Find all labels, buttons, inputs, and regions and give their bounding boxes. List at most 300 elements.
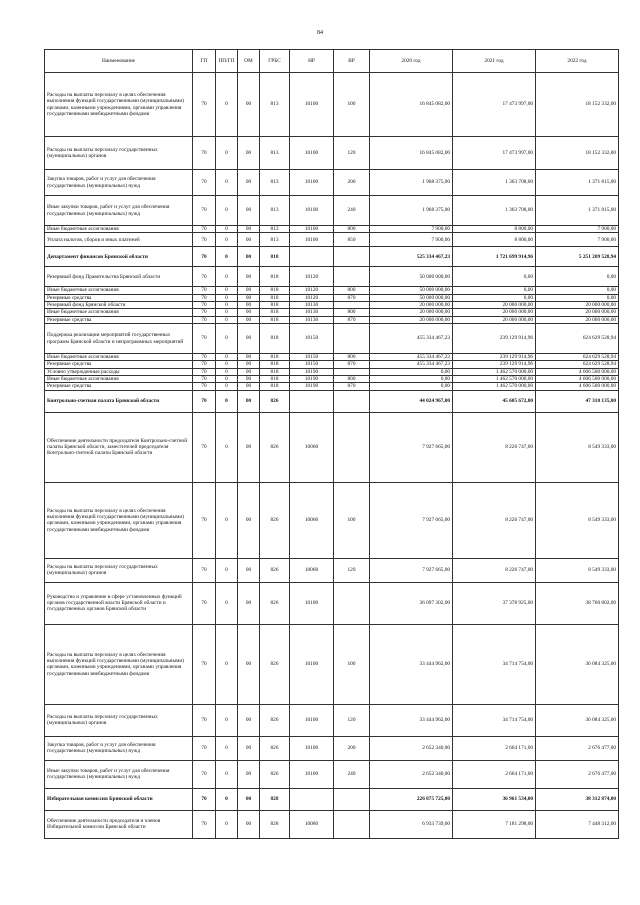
cell-om: 00 xyxy=(238,810,260,838)
cell-vr: 240 xyxy=(334,760,370,788)
cell-gp: 70 xyxy=(193,788,216,810)
cell-pp: 0 xyxy=(216,196,238,226)
cell-name: Поддержка реализации мероприятий государственных программ Брянской области и непрограммных мероприятий xyxy=(45,324,193,354)
cell-om: 00 xyxy=(238,383,260,390)
table-row xyxy=(45,383,619,390)
cell-name: Расходы на выплаты персоналу государственных (муниципальных) органов xyxy=(45,137,193,170)
cell-2022: 0,00 xyxy=(536,287,619,294)
cell-nr: 10120 xyxy=(290,267,334,287)
cell-2020: 50 000 000,00 xyxy=(370,294,453,301)
cell-grbs: 818 xyxy=(260,361,290,368)
cell-name: Расходы на выплаты персоналу государственных (муниципальных) органов xyxy=(45,704,193,736)
cell-2021: 2 664 171,00 xyxy=(453,760,536,788)
cell-pp: 0 xyxy=(216,247,238,267)
cell-vr: 800 xyxy=(334,354,370,361)
cell-om: 00 xyxy=(238,376,260,383)
cell-nr: 10120 xyxy=(290,287,334,294)
cell-name: Закупка товаров, работ и услуг для обеспечения государственных (муниципальных) нужд xyxy=(45,736,193,760)
cell-pp: 0 xyxy=(216,376,238,383)
cell-gp: 70 xyxy=(193,294,216,301)
cell-name: Расходы на выплаты персоналу государственных (муниципальных) органов xyxy=(45,558,193,582)
cell-pp: 0 xyxy=(216,226,238,233)
cell-nr: 10100 xyxy=(290,226,334,233)
cell-name: Иные бюджетные ассигнования xyxy=(45,226,193,233)
cell-gp: 70 xyxy=(193,383,216,390)
cell-name: Расходы на выплаты персоналу в целях обеспечения выполнения функций государственными (муниципальными) органами, казенными учреждениями, органами управления государственными внебюджетными фондами xyxy=(45,482,193,558)
table-row xyxy=(45,226,619,233)
cell-2022: 8 549 333,00 xyxy=(536,482,619,558)
cell-2020: 36 097 302,00 xyxy=(370,582,453,624)
cell-nr: 10100 xyxy=(290,582,334,624)
cell-2020: 0,00 xyxy=(370,383,453,390)
table-row xyxy=(45,73,619,137)
cell-2021: 20 000 000,00 xyxy=(453,316,536,323)
cell-gp: 70 xyxy=(193,302,216,309)
cell-2021: 239 129 914,96 xyxy=(453,354,536,361)
cell-2021: 34 714 754,00 xyxy=(453,704,536,736)
cell-2021: 8 226 747,00 xyxy=(453,412,536,482)
cell-2020: 7 900,00 xyxy=(370,233,453,247)
cell-om: 00 xyxy=(238,361,260,368)
table-row xyxy=(45,196,619,226)
cell-gp: 70 xyxy=(193,247,216,267)
cell-2022: 38 312 874,00 xyxy=(536,788,619,810)
cell-om: 00 xyxy=(238,558,260,582)
table-row xyxy=(45,309,619,316)
cell-om: 00 xyxy=(238,73,260,137)
cell-2020: 50 000 000,00 xyxy=(370,267,453,287)
cell-om: 00 xyxy=(238,137,260,170)
cell-2021: 7 181 298,00 xyxy=(453,810,536,838)
cell-grbs: 818 xyxy=(260,316,290,323)
cell-2020: 16 845 082,00 xyxy=(370,137,453,170)
cell-pp: 0 xyxy=(216,267,238,287)
cell-om: 00 xyxy=(238,482,260,558)
cell-2020: 7 927 665,00 xyxy=(370,482,453,558)
table-row xyxy=(45,287,619,294)
cell-2022: 5 251 209 528,94 xyxy=(536,247,619,267)
cell-nr: 10190 xyxy=(290,376,334,383)
cell-om: 00 xyxy=(238,324,260,354)
cell-nr: 10100 xyxy=(290,760,334,788)
cell-gp: 70 xyxy=(193,736,216,760)
cell-2021: 20 000 000,00 xyxy=(453,302,536,309)
cell-grbs: 813 xyxy=(260,226,290,233)
cell-vr: 800 xyxy=(334,309,370,316)
cell-2022: 0,00 xyxy=(536,267,619,287)
cell-2020: 33 444 962,00 xyxy=(370,624,453,704)
cell-nr: 10100 xyxy=(290,624,334,704)
cell-nr: 10190 xyxy=(290,368,334,375)
cell-gp: 70 xyxy=(193,324,216,354)
cell-pp: 0 xyxy=(216,354,238,361)
cell-vr: 870 xyxy=(334,316,370,323)
table-row xyxy=(45,736,619,760)
cell-gp: 70 xyxy=(193,624,216,704)
cell-vr: 850 xyxy=(334,233,370,247)
cell-nr xyxy=(290,788,334,810)
cell-pp: 0 xyxy=(216,704,238,736)
cell-2020: 7 927 665,00 xyxy=(370,558,453,582)
cell-grbs: 813 xyxy=(260,137,290,170)
table-row xyxy=(45,324,619,354)
cell-gp: 70 xyxy=(193,196,216,226)
cell-om: 00 xyxy=(238,247,260,267)
cell-vr: 100 xyxy=(334,624,370,704)
table-row xyxy=(45,361,619,368)
cell-2020: 7 927 665,00 xyxy=(370,412,453,482)
header-gp: ГП xyxy=(193,50,216,73)
header-pp: ПП/ГП xyxy=(216,50,238,73)
cell-gp: 70 xyxy=(193,558,216,582)
cell-grbs: 813 xyxy=(260,196,290,226)
cell-name: Департамент финансов Брянской области xyxy=(45,247,193,267)
cell-grbs: 813 xyxy=(260,233,290,247)
cell-2022: 20 000 000,00 xyxy=(536,302,619,309)
cell-2022: 20 000 000,00 xyxy=(536,309,619,316)
cell-nr: 10150 xyxy=(290,354,334,361)
page-number: 84 xyxy=(317,30,323,36)
table-row xyxy=(45,302,619,309)
cell-om: 00 xyxy=(238,226,260,233)
cell-gp: 70 xyxy=(193,368,216,375)
cell-2022: 7 900,00 xyxy=(536,233,619,247)
cell-grbs: 826 xyxy=(260,390,290,412)
table-row xyxy=(45,390,619,412)
table-row xyxy=(45,582,619,624)
table-row xyxy=(45,412,619,482)
cell-2021: 8 226 747,00 xyxy=(453,558,536,582)
cell-gp: 70 xyxy=(193,482,216,558)
cell-om: 00 xyxy=(238,788,260,810)
table-row xyxy=(45,788,619,810)
cell-2022: 7 448 312,00 xyxy=(536,810,619,838)
cell-grbs: 826 xyxy=(260,624,290,704)
cell-pp: 0 xyxy=(216,137,238,170)
cell-name: Руководство и управление в сфере установленных функций органов государственной власти Брянской области и государственных органов Брянской области xyxy=(45,582,193,624)
table-row xyxy=(45,376,619,383)
cell-2020: 1 968 375,00 xyxy=(370,196,453,226)
cell-2021: 45 605 672,00 xyxy=(453,390,536,412)
cell-grbs: 818 xyxy=(260,302,290,309)
cell-2021: 239 129 914,96 xyxy=(453,361,536,368)
cell-nr: 10130 xyxy=(290,309,334,316)
cell-vr xyxy=(334,412,370,482)
cell-pp: 0 xyxy=(216,170,238,196)
cell-vr: 200 xyxy=(334,170,370,196)
table-row xyxy=(45,368,619,375)
cell-grbs: 828 xyxy=(260,810,290,838)
cell-vr xyxy=(334,324,370,354)
cell-2020: 226 875 725,00 xyxy=(370,788,453,810)
cell-om: 00 xyxy=(238,368,260,375)
cell-name: Уплата налогов, сборов и иных платежей xyxy=(45,233,193,247)
cell-2022: 18 152 332,00 xyxy=(536,137,619,170)
cell-nr: 10060 xyxy=(290,558,334,582)
cell-om: 00 xyxy=(238,582,260,624)
cell-pp: 0 xyxy=(216,316,238,323)
cell-vr: 870 xyxy=(334,383,370,390)
cell-om: 00 xyxy=(238,412,260,482)
cell-2021: 34 714 754,00 xyxy=(453,624,536,704)
cell-2021: 8 800,00 xyxy=(453,233,536,247)
cell-gp: 70 xyxy=(193,287,216,294)
cell-2021: 17 473 997,00 xyxy=(453,73,536,137)
cell-2021: 1 363 708,00 xyxy=(453,196,536,226)
cell-2021: 8 800,00 xyxy=(453,226,536,233)
budget-table xyxy=(44,49,619,839)
cell-vr: 100 xyxy=(334,482,370,558)
cell-gp: 70 xyxy=(193,760,216,788)
cell-nr: 10190 xyxy=(290,383,334,390)
cell-2020: 6 933 739,00 xyxy=(370,810,453,838)
cell-grbs: 818 xyxy=(260,383,290,390)
cell-pp: 0 xyxy=(216,368,238,375)
cell-2021: 20 000 000,00 xyxy=(453,309,536,316)
cell-pp: 0 xyxy=(216,558,238,582)
cell-gp: 70 xyxy=(193,170,216,196)
cell-grbs: 818 xyxy=(260,376,290,383)
cell-gp: 70 xyxy=(193,412,216,482)
cell-2020: 0,00 xyxy=(370,376,453,383)
cell-grbs: 826 xyxy=(260,558,290,582)
cell-name: Резервные средства xyxy=(45,361,193,368)
cell-2021: 0,00 xyxy=(453,294,536,301)
cell-pp: 0 xyxy=(216,294,238,301)
cell-2021: 36 961 534,00 xyxy=(453,788,536,810)
cell-2020: 455 334 467,23 xyxy=(370,354,453,361)
cell-nr: 10060 xyxy=(290,412,334,482)
cell-name: Иные бюджетные ассигнования xyxy=(45,309,193,316)
cell-2021: 1 462 570 000,00 xyxy=(453,376,536,383)
cell-pp: 0 xyxy=(216,736,238,760)
cell-gp: 70 xyxy=(193,361,216,368)
cell-name: Иные бюджетные ассигнования xyxy=(45,354,193,361)
cell-grbs: 818 xyxy=(260,324,290,354)
cell-2020: 1 968 375,00 xyxy=(370,170,453,196)
cell-2021: 1 462 570 000,00 xyxy=(453,368,536,375)
cell-2022: 624 629 528,94 xyxy=(536,354,619,361)
header-2022: 2022 год xyxy=(536,50,619,73)
cell-gp: 70 xyxy=(193,267,216,287)
cell-2020: 525 334 467,23 xyxy=(370,247,453,267)
header-name: Наименование xyxy=(45,50,193,73)
cell-gp: 70 xyxy=(193,233,216,247)
cell-vr: 870 xyxy=(334,294,370,301)
cell-2020: 44 024 967,00 xyxy=(370,390,453,412)
cell-name: Резервные средства xyxy=(45,383,193,390)
cell-2020: 455 334 467,23 xyxy=(370,324,453,354)
cell-2022: 624 629 528,94 xyxy=(536,324,619,354)
cell-nr: 10130 xyxy=(290,316,334,323)
cell-name: Резервные средства xyxy=(45,294,193,301)
cell-grbs: 818 xyxy=(260,267,290,287)
cell-name: Резервный фонд Брянской области xyxy=(45,302,193,309)
cell-nr xyxy=(290,247,334,267)
cell-2021: 0,00 xyxy=(453,267,536,287)
cell-name: Закупка товаров, работ и услуг для обеспечения государственных (муниципальных) нужд xyxy=(45,170,193,196)
cell-gp: 70 xyxy=(193,73,216,137)
cell-vr: 120 xyxy=(334,704,370,736)
cell-2020: 33 444 962,00 xyxy=(370,704,453,736)
cell-vr: 120 xyxy=(334,558,370,582)
cell-gp: 70 xyxy=(193,226,216,233)
cell-nr xyxy=(290,390,334,412)
cell-2021: 8 226 747,00 xyxy=(453,482,536,558)
cell-pp: 0 xyxy=(216,390,238,412)
cell-om: 00 xyxy=(238,196,260,226)
header-2021: 2021 год xyxy=(453,50,536,73)
cell-nr: 10120 xyxy=(290,294,334,301)
cell-om: 00 xyxy=(238,316,260,323)
cell-nr: 10100 xyxy=(290,736,334,760)
cell-grbs: 826 xyxy=(260,736,290,760)
table-header-row xyxy=(45,50,619,73)
cell-name: Избирательная комиссия Брянской области xyxy=(45,788,193,810)
cell-pp: 0 xyxy=(216,760,238,788)
cell-gp: 70 xyxy=(193,810,216,838)
cell-name: Резервные средства xyxy=(45,316,193,323)
cell-om: 00 xyxy=(238,354,260,361)
cell-gp: 70 xyxy=(193,582,216,624)
cell-grbs: 826 xyxy=(260,582,290,624)
cell-gp: 70 xyxy=(193,316,216,323)
cell-om: 00 xyxy=(238,287,260,294)
cell-vr xyxy=(334,267,370,287)
cell-vr: 100 xyxy=(334,73,370,137)
cell-name: Условно утвержденные расходы xyxy=(45,368,193,375)
cell-gp: 70 xyxy=(193,309,216,316)
cell-nr: 10060 xyxy=(290,482,334,558)
cell-grbs: 826 xyxy=(260,704,290,736)
cell-om: 00 xyxy=(238,233,260,247)
cell-2021: 0,00 xyxy=(453,287,536,294)
cell-nr: 10100 xyxy=(290,137,334,170)
cell-pp: 0 xyxy=(216,233,238,247)
cell-om: 00 xyxy=(238,170,260,196)
cell-2022: 8 549 333,00 xyxy=(536,412,619,482)
cell-pp: 0 xyxy=(216,73,238,137)
table-row xyxy=(45,233,619,247)
cell-2021: 239 129 914,96 xyxy=(453,324,536,354)
cell-pp: 0 xyxy=(216,624,238,704)
cell-grbs: 818 xyxy=(260,354,290,361)
table-row xyxy=(45,760,619,788)
cell-vr: 120 xyxy=(334,137,370,170)
cell-2020: 50 000 000,00 xyxy=(370,287,453,294)
table-row xyxy=(45,558,619,582)
cell-grbs: 818 xyxy=(260,247,290,267)
cell-pp: 0 xyxy=(216,582,238,624)
cell-2022: 2 676 477,00 xyxy=(536,760,619,788)
cell-2022: 0,00 xyxy=(536,294,619,301)
cell-nr: 10100 xyxy=(290,196,334,226)
cell-gp: 70 xyxy=(193,137,216,170)
cell-name: Расходы на выплаты персоналу в целях обеспечения выполнения функций государственными (муниципальными) органами, казенными учреждениями, органами управления государственными внебюджетными фондами xyxy=(45,624,193,704)
header-om: ОМ xyxy=(238,50,260,73)
cell-pp: 0 xyxy=(216,324,238,354)
cell-vr: 800 xyxy=(334,226,370,233)
cell-pp: 0 xyxy=(216,287,238,294)
table-row xyxy=(45,354,619,361)
cell-2022: 1 371 815,00 xyxy=(536,196,619,226)
cell-2020: 2 652 340,00 xyxy=(370,760,453,788)
table-row xyxy=(45,170,619,196)
cell-2021: 37 378 925,00 xyxy=(453,582,536,624)
table-row xyxy=(45,482,619,558)
cell-pp: 0 xyxy=(216,482,238,558)
table-row xyxy=(45,294,619,301)
cell-om: 00 xyxy=(238,309,260,316)
cell-gp: 70 xyxy=(193,354,216,361)
cell-vr xyxy=(334,788,370,810)
cell-grbs: 826 xyxy=(260,482,290,558)
header-2020: 2020 год xyxy=(370,50,453,73)
header-nr: НР xyxy=(290,50,334,73)
cell-grbs: 818 xyxy=(260,368,290,375)
table-row xyxy=(45,316,619,323)
cell-2020: 20 000 000,00 xyxy=(370,309,453,316)
cell-vr xyxy=(334,247,370,267)
cell-grbs: 826 xyxy=(260,412,290,482)
cell-nr: 10100 xyxy=(290,170,334,196)
table-row xyxy=(45,704,619,736)
cell-vr: 870 xyxy=(334,361,370,368)
cell-pp: 0 xyxy=(216,412,238,482)
cell-2022: 4 606 580 000,00 xyxy=(536,376,619,383)
cell-vr: 240 xyxy=(334,196,370,226)
cell-nr: 10130 xyxy=(290,302,334,309)
cell-2022: 1 371 815,00 xyxy=(536,170,619,196)
cell-om: 00 xyxy=(238,704,260,736)
cell-name: Иные бюджетные ассигнования xyxy=(45,287,193,294)
cell-vr xyxy=(334,390,370,412)
cell-2022: 18 152 332,00 xyxy=(536,73,619,137)
cell-name: Контрольно-счетная палата Брянской области xyxy=(45,390,193,412)
cell-2021: 2 664 171,00 xyxy=(453,736,536,760)
table-row xyxy=(45,137,619,170)
cell-name: Обеспечение деятельности председателя и членов Избирательной комиссии Брянской области xyxy=(45,810,193,838)
table-row xyxy=(45,247,619,267)
cell-name: Обеспечение деятельности председателя Контрольно-счетной палаты Брянской области, заместителей председателя Контрольно-счетной палаты Брянской области xyxy=(45,412,193,482)
cell-name: Резервный фонд Правительства Брянской области xyxy=(45,267,193,287)
cell-2022: 38 760 802,00 xyxy=(536,582,619,624)
cell-name: Расходы на выплаты персоналу в целях обеспечения выполнения функций государственными (муниципальными) органами, казенными учреждениями, органами управления государственными внебюджетными фондами xyxy=(45,73,193,137)
cell-name: Иные закупки товаров, работ и услуг для обеспечения государственных (муниципальных) нужд xyxy=(45,196,193,226)
cell-pp: 0 xyxy=(216,302,238,309)
cell-2020: 455 334 467,23 xyxy=(370,361,453,368)
cell-name: Иные бюджетные ассигнования xyxy=(45,376,193,383)
cell-2022: 4 606 580 000,00 xyxy=(536,368,619,375)
cell-grbs: 818 xyxy=(260,294,290,301)
cell-grbs: 818 xyxy=(260,287,290,294)
cell-vr xyxy=(334,368,370,375)
cell-grbs: 818 xyxy=(260,309,290,316)
cell-2020: 16 845 082,00 xyxy=(370,73,453,137)
cell-nr: 10150 xyxy=(290,361,334,368)
cell-nr: 10080 xyxy=(290,810,334,838)
cell-gp: 70 xyxy=(193,376,216,383)
cell-2022: 7 900,00 xyxy=(536,226,619,233)
cell-nr: 10150 xyxy=(290,324,334,354)
cell-2021: 17 473 997,00 xyxy=(453,137,536,170)
cell-grbs: 826 xyxy=(260,760,290,788)
table-row xyxy=(45,810,619,838)
cell-2021: 1 462 570 000,00 xyxy=(453,383,536,390)
cell-om: 00 xyxy=(238,736,260,760)
cell-2022: 2 676 477,00 xyxy=(536,736,619,760)
cell-om: 00 xyxy=(238,390,260,412)
